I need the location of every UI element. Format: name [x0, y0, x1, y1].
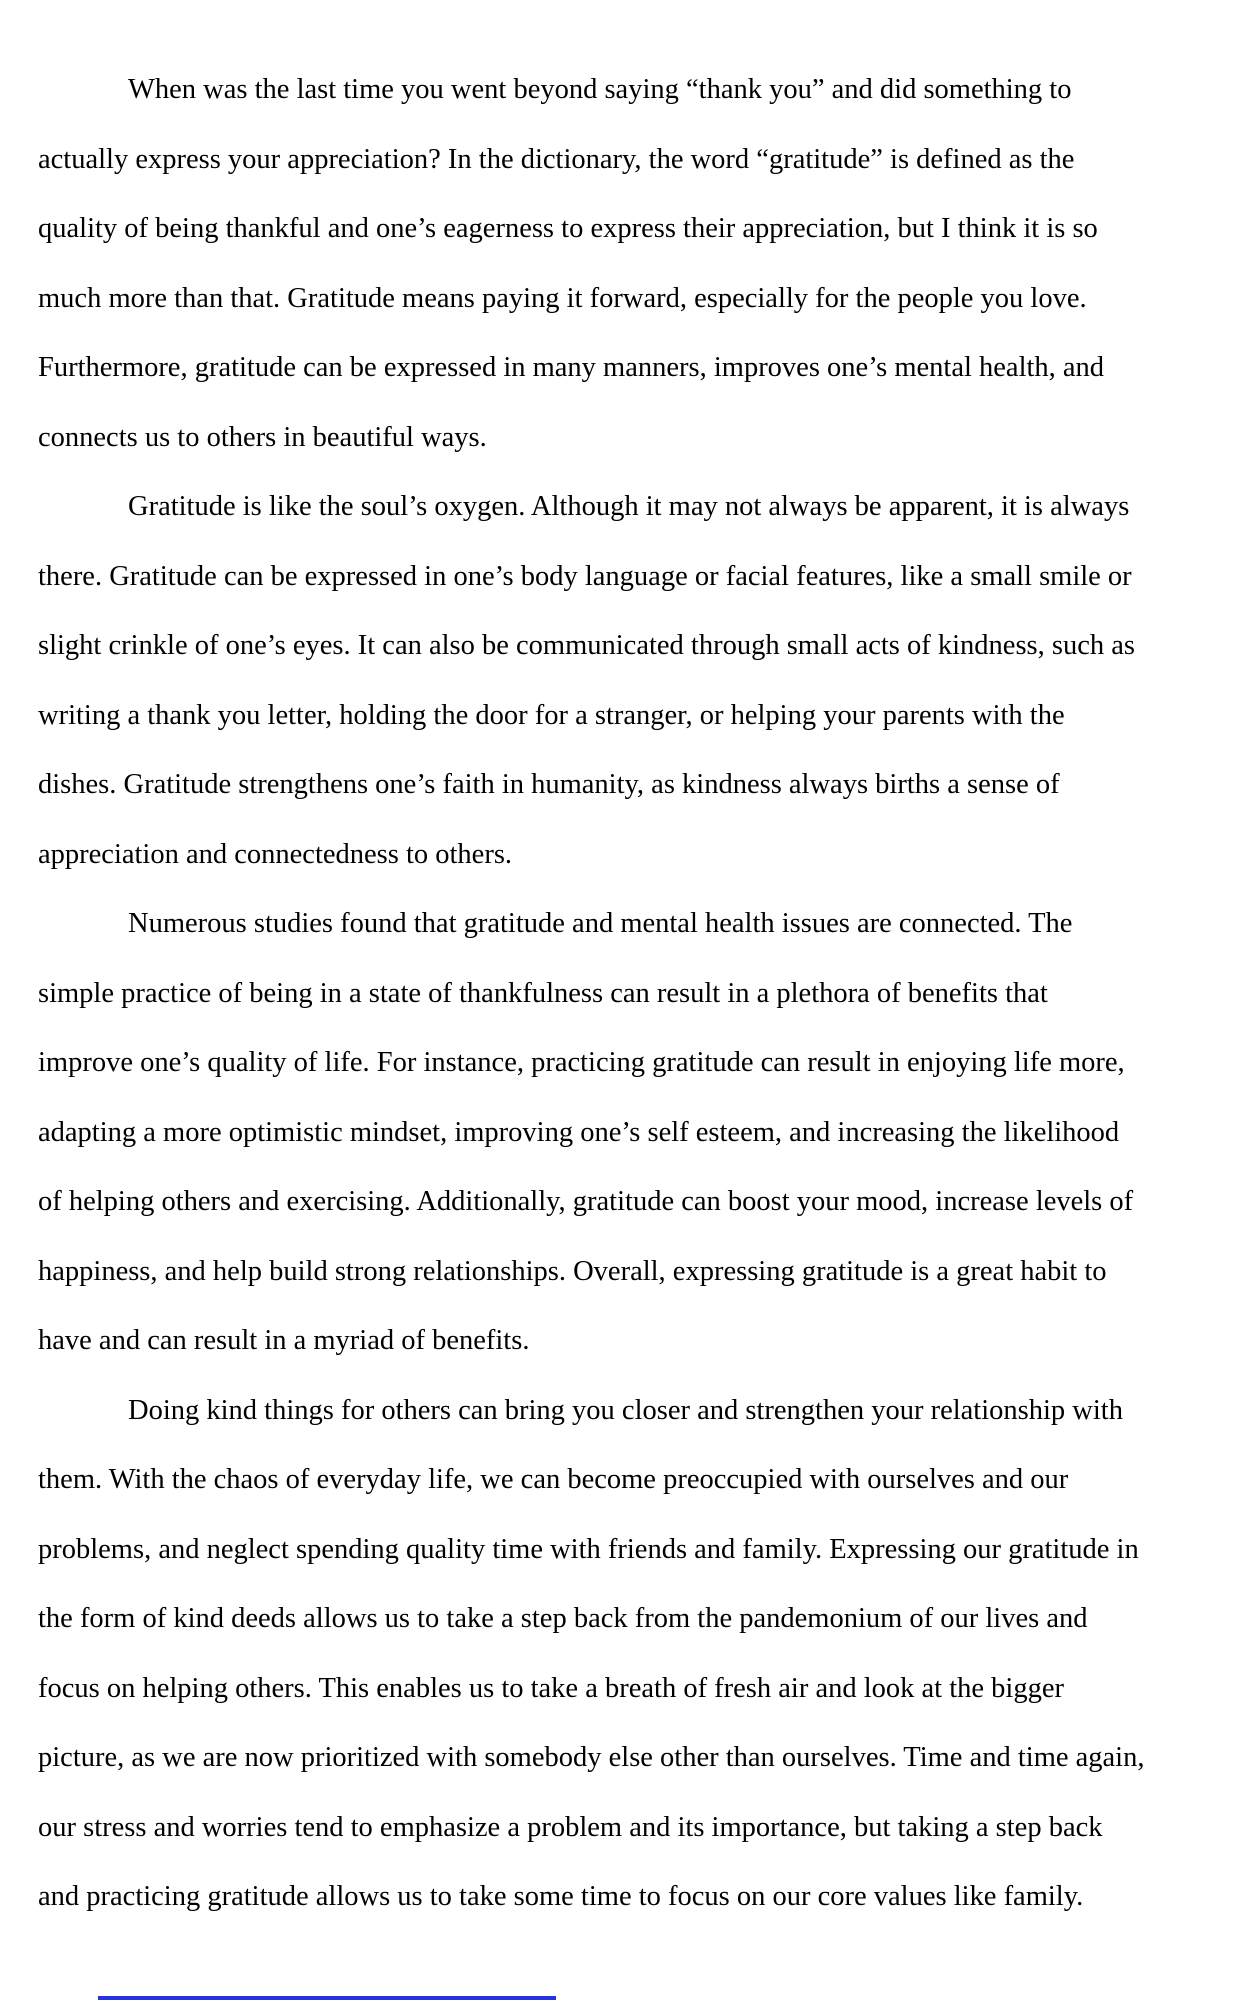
essay-line: and practicing gratitude allows us to take some time to focus on our core values like family.: [38, 1881, 1084, 1912]
essay-line: dishes. Gratitude strengthens one’s faith in humanity, as kindness always births a sense of: [38, 769, 1060, 800]
essay-line: Gratitude is like the soul’s oxygen. Although it may not always be apparent, it is always: [128, 491, 1130, 522]
essay-line: problems, and neglect spending quality time with friends and family. Expressing our gratitude in: [38, 1533, 1139, 1565]
essay-line: our stress and worries tend to emphasize a problem and its importance, but taking a step back: [38, 1811, 1103, 1843]
paragraph: [38, 55, 1238, 472]
essay-line: picture, as we are now prioritized with somebody else other than ourselves. Time and time again,: [38, 1742, 1145, 1773]
essay-line: appreciation and connectedness to others.: [38, 838, 513, 870]
essay-line: improve one’s quality of life. For instance, practicing gratitude can result in enjoying life more,: [38, 1047, 1125, 1078]
essay-line: of helping others and exercising. Additionally, gratitude can boost your mood, increase levels of: [38, 1186, 1134, 1217]
essay-line: much more than that. Gratitude means paying it forward, especially for the people you love.: [38, 282, 1087, 314]
paragraph: [38, 1376, 1238, 1932]
essay-line: adapting a more optimistic mindset, improving one’s self esteem, and increasing the likelihood: [38, 1116, 1120, 1148]
paragraph: [38, 889, 1238, 1376]
essay-line: When was the last time you went beyond saying “thank you” and did something to: [128, 74, 1072, 105]
essay-line: writing a thank you letter, holding the door for a stranger, or helping your parents with the: [38, 699, 1065, 731]
essay-line: quality of being thankful and one’s eagerness to express their appreciation, but I think it is so: [38, 213, 1098, 244]
truncated-link-fragment[interactable]: [98, 1996, 556, 2000]
essay-line: happiness, and help build strong relationships. Overall, expressing gratitude is a great habit to: [38, 1255, 1107, 1287]
essay-line: slight crinkle of one’s eyes. It can also be communicated through small acts of kindness, such as: [38, 630, 1135, 661]
essay-line: there. Gratitude can be expressed in one’s body language or facial features, like a small smile or: [38, 560, 1132, 592]
essay-body: [38, 55, 1238, 1932]
essay-line: them. With the chaos of everyday life, we can become preoccupied with ourselves and our: [38, 1464, 1069, 1495]
essay-line: Numerous studies found that gratitude and mental health issues are connected. The: [128, 908, 1073, 939]
essay-line: focus on helping others. This enables us to take a breath of fresh air and look at the bigger: [38, 1672, 1064, 1704]
essay-line: simple practice of being in a state of thankfulness can result in a plethora of benefits that: [38, 977, 1048, 1009]
essay-line: have and can result in a myriad of benefits.: [38, 1325, 530, 1356]
essay-line: Doing kind things for others can bring you closer and strengthen your relationship with: [128, 1394, 1123, 1426]
essay-line: the form of kind deeds allows us to take a step back from the pandemonium of our lives and: [38, 1603, 1088, 1634]
essay-line: actually express your appreciation? In the dictionary, the word “gratitude” is defined as the: [38, 143, 1075, 175]
essay-line: connects us to others in beautiful ways.: [38, 421, 487, 453]
essay-line: Furthermore, gratitude can be expressed in many manners, improves one’s mental health, and: [38, 352, 1105, 383]
paragraph: [38, 472, 1238, 889]
